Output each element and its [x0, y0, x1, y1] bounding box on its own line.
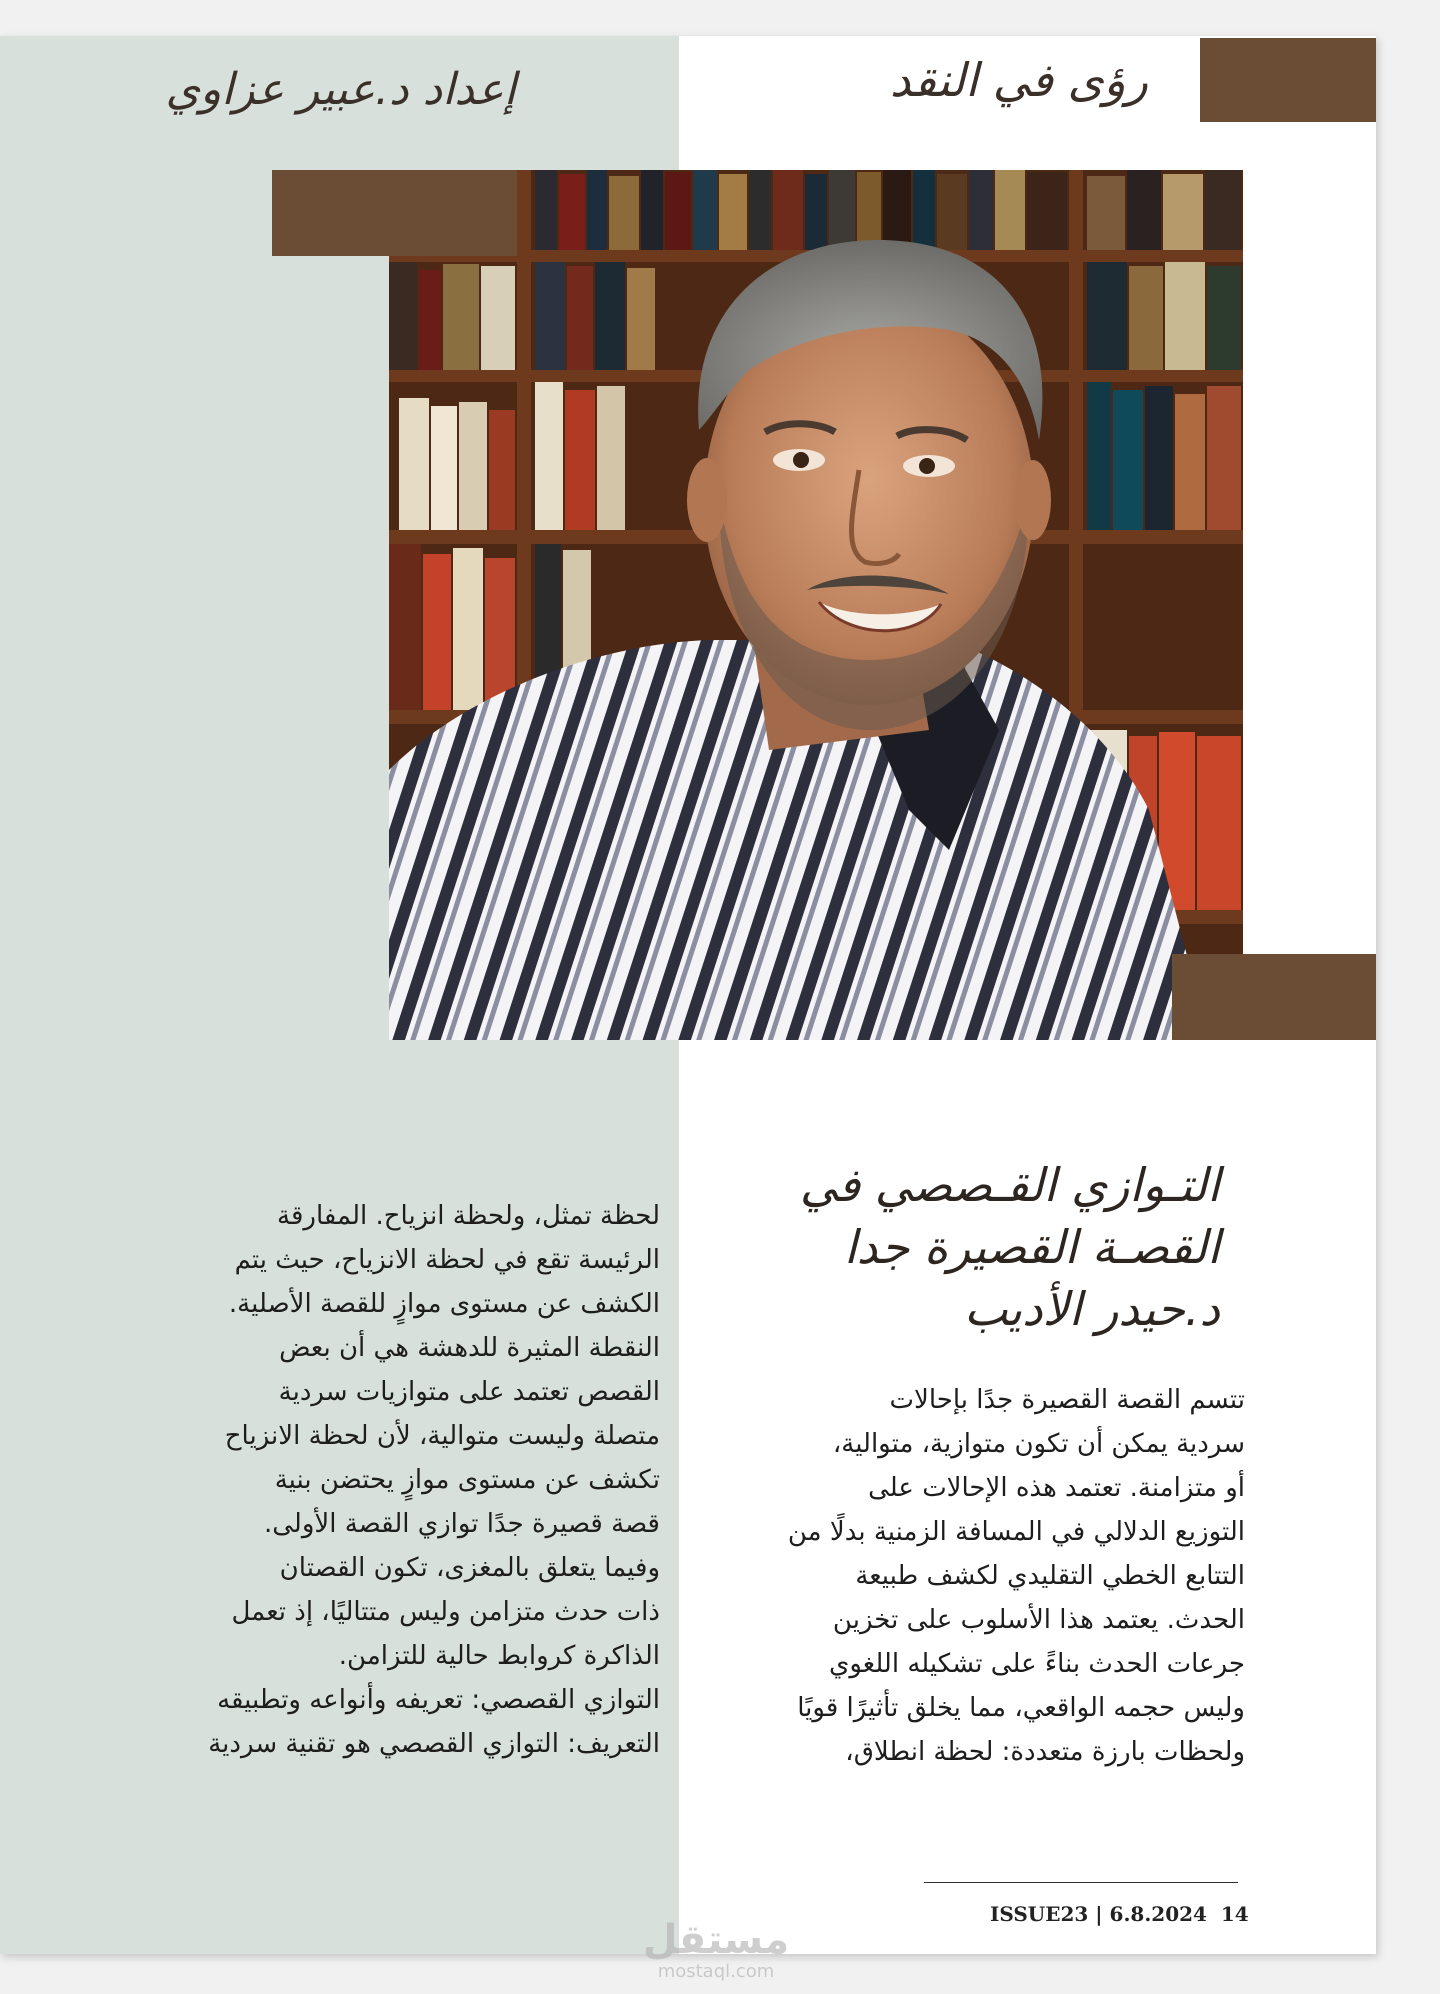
footer-divider — [924, 1882, 1238, 1883]
article-body-right-column — [700, 1378, 1245, 1774]
section-title-accent-bar — [1200, 38, 1376, 122]
body-line: قصة قصيرة جدًا توازي القصة الأولى. — [263, 1509, 660, 1539]
body-line: الحدث. يعتمد هذا الأسلوب على تخزين — [832, 1605, 1245, 1635]
watermark-logo-text: مستقل — [642, 1917, 790, 1963]
photo-accent-block-top — [272, 170, 517, 256]
photo-accent-block-bottom — [1172, 954, 1376, 1040]
page-number: 14 — [1220, 1902, 1249, 1926]
body-line: لحظة تمثل، ولحظة انزياح. المفارقة — [277, 1201, 660, 1231]
body-line: تتسم القصة القصيرة جدًا بإحالات — [889, 1385, 1245, 1415]
watermark — [626, 1918, 806, 1982]
article-headline — [700, 1154, 1220, 1340]
body-line: ذات حدث متزامن وليس متتاليًا، إذ تعمل — [231, 1597, 660, 1627]
headline-line-1: التـوازي القـصصي في — [799, 1158, 1220, 1212]
author-credit: إعداد د.عبير عزاوي — [165, 64, 516, 115]
section-title: رؤى في النقد — [889, 53, 1148, 107]
body-line: النقطة المثيرة للدهشة هي أن بعض — [279, 1333, 660, 1363]
article-body-left-column — [95, 1194, 660, 1766]
body-line: أو متزامنة. تعتمد هذه الإحالات على — [868, 1473, 1245, 1503]
issue-date: 6.8.2024 — [1109, 1902, 1207, 1926]
page-footer — [990, 1902, 1249, 1926]
body-line: القصص تعتمد على متوازيات سردية — [278, 1377, 660, 1407]
body-line: تكشف عن مستوى موازٍ يحتضن بنية — [274, 1465, 660, 1495]
body-line: التوازي القصصي: تعريفه وأنواعه وتطبيقه — [217, 1685, 660, 1715]
body-line: وفيما يتعلق بالمغزى، تكون القصتان — [279, 1553, 660, 1583]
portrait-photo-illustration — [389, 170, 1243, 1040]
issue-number: ISSUE23 — [990, 1902, 1089, 1926]
body-line: وليس حجمه الواقعي، مما يخلق تأثيرًا قويًا — [797, 1693, 1245, 1723]
headline-line-2: القصـة القصيرة جدا — [843, 1220, 1220, 1274]
body-line: التوزيع الدلالي في المسافة الزمنية بدلًا من — [787, 1517, 1245, 1547]
body-line: الرئيسة تقع في لحظة الانزياح، حيث يتم — [234, 1245, 660, 1275]
body-line: التعريف: التوازي القصصي هو تقنية سردية — [208, 1729, 660, 1759]
headline-line-3: د.حيدر الأديب — [964, 1282, 1220, 1336]
body-line: التتابع الخطي التقليدي لكشف طبيعة — [855, 1561, 1245, 1591]
author-portrait-photo — [389, 170, 1243, 1040]
watermark-domain: mostaql.com — [657, 1961, 775, 1982]
body-line: جرعات الحدث بناءً على تشكيله اللغوي — [829, 1649, 1245, 1679]
body-line: الكشف عن مستوى موازٍ للقصة الأصلية. — [228, 1289, 660, 1319]
magazine-page — [0, 36, 1376, 1982]
body-line: ولحظات بارزة متعددة: لحظة انطلاق، — [845, 1737, 1245, 1767]
footer-separator: | — [1088, 1902, 1110, 1926]
body-line: الذاكرة كروابط حالية للتزامن. — [338, 1641, 660, 1671]
body-line: سردية يمكن أن تكون متوازية، متوالية، — [832, 1429, 1245, 1459]
body-line: متصلة وليست متوالية، لأن لحظة الانزياح — [224, 1421, 660, 1451]
